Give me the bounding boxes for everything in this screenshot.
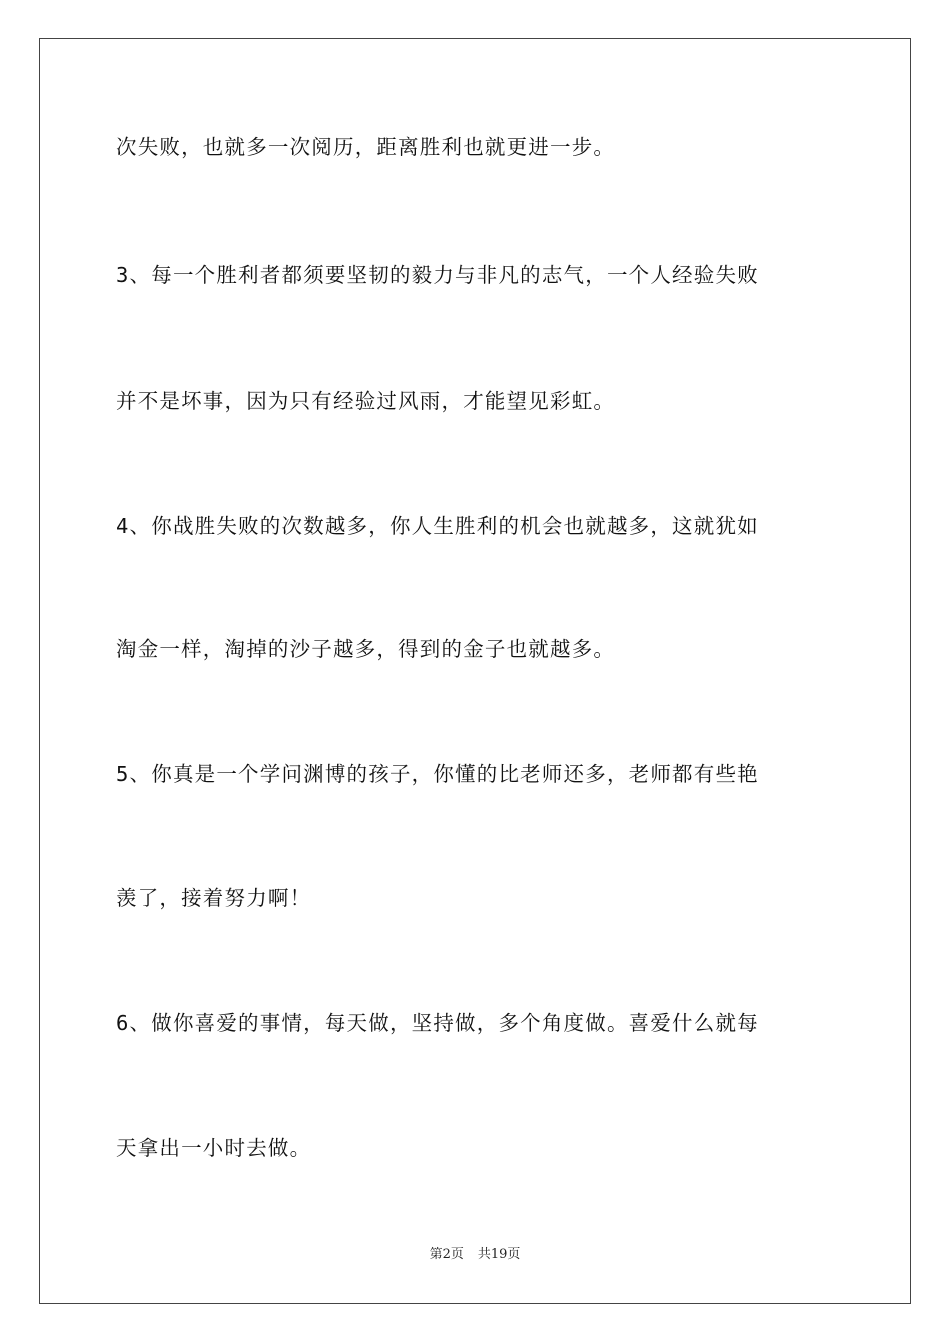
page-border xyxy=(39,38,911,1304)
page-total: 共19页 xyxy=(477,1247,521,1262)
text-line-3: 并不是坏事，因为只有经验过风雨，才能望见彩虹。 xyxy=(116,389,616,413)
text-line-4: 4、你战胜失败的次数越多，你人生胜利的机会也就越多，这就犹如 xyxy=(116,514,759,538)
text-line-7: 羡了，接着努力啊！ xyxy=(116,886,312,910)
text-line-9: 天拿出一小时去做。 xyxy=(116,1136,312,1160)
text-line-8: 6、做你喜爱的事情，每天做，坚持做，多个角度做。喜爱什么就每 xyxy=(116,1011,759,1035)
page-footer xyxy=(0,1246,950,1264)
text-line-2: 3、每一个胜利者都须要坚韧的毅力与非凡的志气，一个人经验失败 xyxy=(116,263,759,287)
text-line-6: 5、你真是一个学问渊博的孩子，你懂的比老师还多，老师都有些艳 xyxy=(116,762,759,786)
text-line-5: 淘金一样，淘掉的沙子越多，得到的金子也就越多。 xyxy=(116,637,616,661)
text-line-1: 次失败，也就多一次阅历，距离胜利也就更进一步。 xyxy=(116,135,616,159)
page-number: 第2页 xyxy=(429,1247,464,1262)
